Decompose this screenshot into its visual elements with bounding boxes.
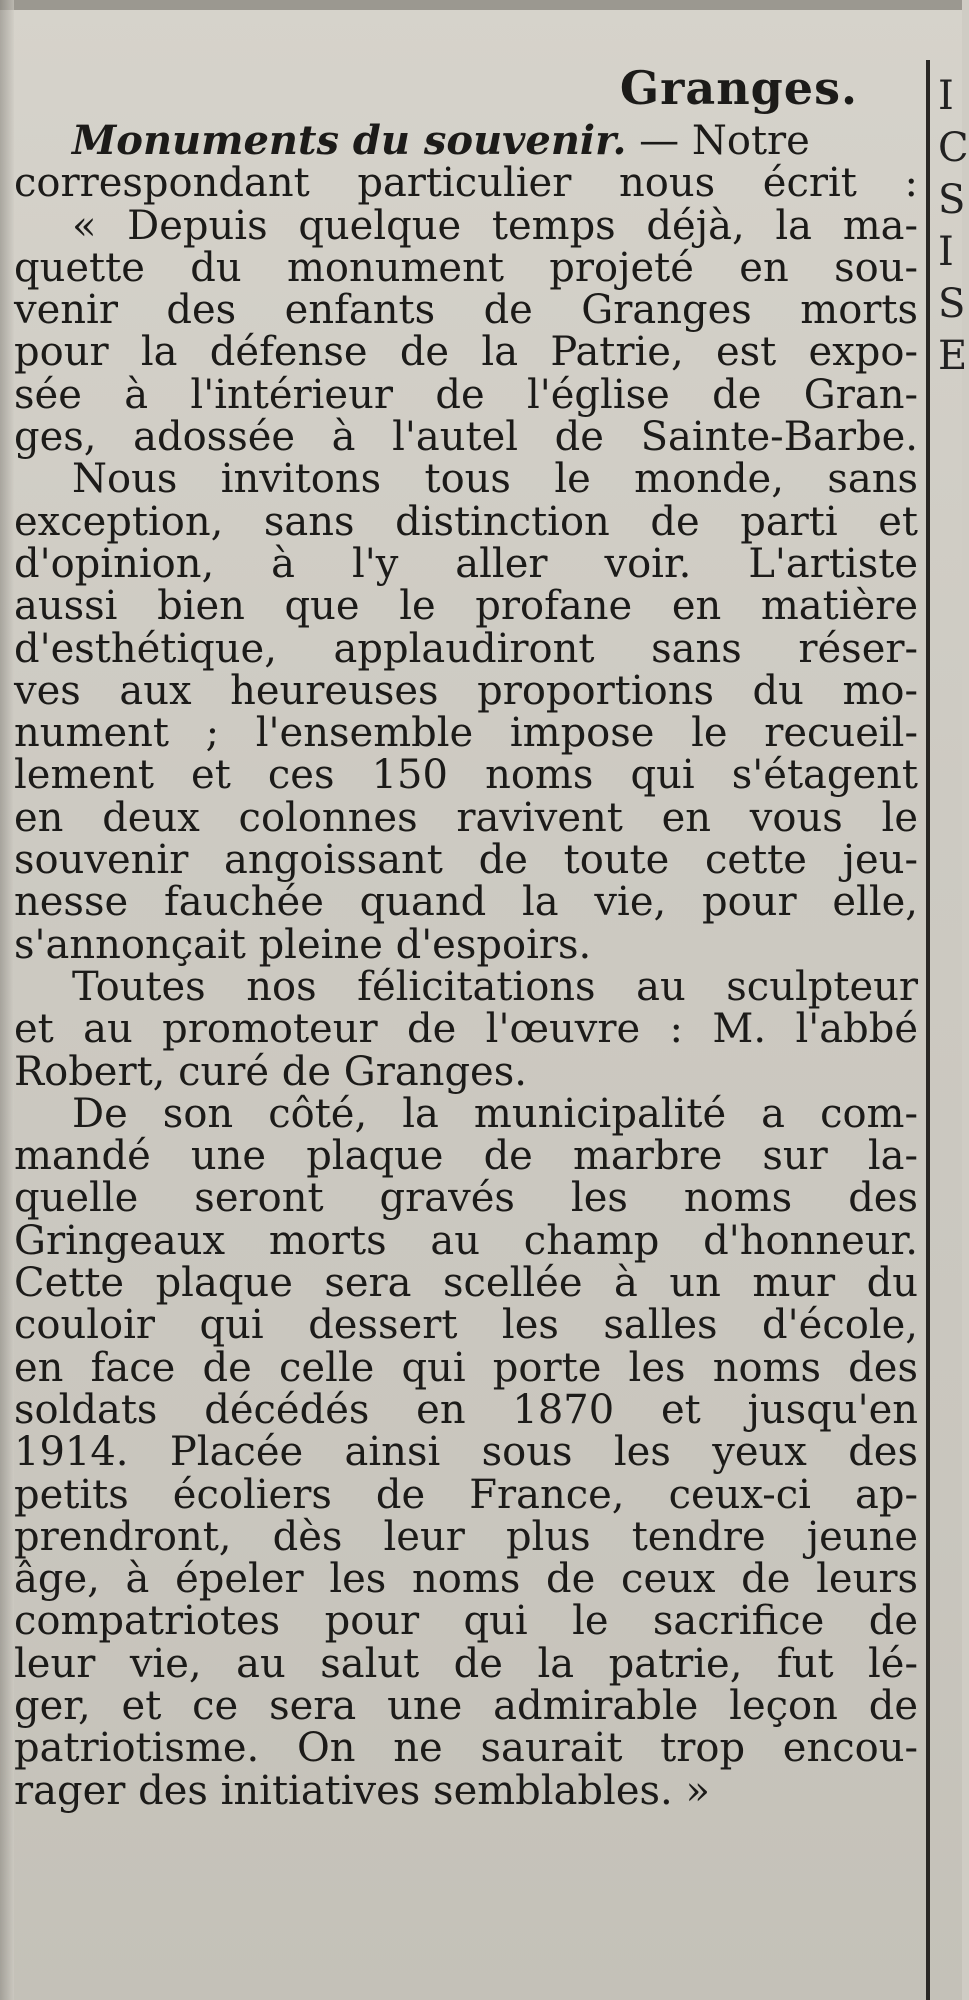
article-line: ges, adossée à l'autel de Sainte-Barbe. <box>14 414 918 461</box>
article-line: Nous invitons tous le monde, sans <box>72 456 918 503</box>
article-line: nesse fauchée quand la vie, pour elle, <box>14 879 918 926</box>
article-line: sée à l'intérieur de l'église de Gran- <box>14 371 918 418</box>
article-line: « Depuis quelque temps déjà, la ma- <box>72 202 918 249</box>
adjacent-letter: I <box>938 73 954 119</box>
article-line: De son côté, la municipalité a com- <box>72 1090 918 1137</box>
article-line: patriotisme. On ne saurait trop encou- <box>14 1725 918 1772</box>
article-line: âge, à épeler les noms de ceux de leurs <box>14 1556 918 1603</box>
article-line: nument ; l'ensemble impose le recueil- <box>14 710 918 757</box>
article-line: leur vie, au salut de la patrie, fut lé- <box>14 1640 918 1687</box>
article-line: pour la défense de la Patrie, est expo- <box>14 329 918 376</box>
article-line: soldats décédés en 1870 et jusqu'en <box>14 1386 918 1433</box>
article-line: aussi bien que le profane en matière <box>14 583 918 630</box>
article-line: Robert, curé de Granges. <box>14 1048 527 1095</box>
article-line: 1914. Placée ainsi sous les yeux des <box>14 1429 918 1476</box>
article-line: Gringeaux morts au champ d'honneur. <box>14 1217 918 1264</box>
left-paper-edge <box>0 0 14 2000</box>
article-line: quette du monument projeté en sou- <box>14 244 918 291</box>
article-line: mandé une plaque de marbre sur la- <box>14 1133 918 1180</box>
article-headline: Granges. <box>619 61 858 115</box>
adjacent-column-fragment <box>938 70 969 382</box>
article-line: petits écoliers de France, ceux-ci ap- <box>14 1471 918 1518</box>
article-line: Cette plaque sera scellée à un mur du <box>14 1260 918 1307</box>
article-line: rager des initiatives semblables. » <box>14 1767 710 1814</box>
article-line <box>14 117 918 164</box>
article-line: lement et ces 150 noms qui s'étagent <box>14 752 918 799</box>
article-line: en deux colonnes ravivent en vous le <box>14 794 918 841</box>
top-border-rule <box>0 0 962 10</box>
article-line: couloir qui dessert les salles d'école, <box>14 1302 918 1349</box>
adjacent-letter: E <box>938 333 968 379</box>
article-subhead: Monuments du souvenir. <box>72 117 627 164</box>
article-line: venir des enfants de Granges morts <box>14 287 918 334</box>
article-line: et au promoteur de l'œuvre : M. l'abbé <box>14 1006 918 1053</box>
article-line: quelle seront gravés les noms des <box>14 1175 918 1222</box>
adjacent-letter: S <box>938 281 966 327</box>
article-line: Toutes nos félicitations au sculpteur <box>72 963 918 1010</box>
article-line: souvenir angoissant de toute cette jeu- <box>14 837 918 884</box>
article <box>14 56 918 1812</box>
article-line: s'annonçait pleine d'espoirs. <box>14 921 592 968</box>
article-line-text: — Notre <box>626 118 810 164</box>
article-line: prendront, dès leur plus tendre jeune <box>14 1513 918 1560</box>
article-line: en face de celle qui porte les noms des <box>14 1344 918 1391</box>
article-line: ger, et ce sera une admirable leçon de <box>14 1682 918 1729</box>
article-line: d'opinion, à l'y aller voir. L'artiste <box>14 540 918 587</box>
article-line: compatriotes pour qui le sacrifice de <box>14 1598 918 1645</box>
article-line: exception, sans distinction de parti et <box>14 498 918 545</box>
adjacent-letter: I <box>938 229 954 275</box>
adjacent-letter: C <box>938 125 969 171</box>
article-line: ves aux heureuses proportions du mo- <box>14 667 918 714</box>
article-line: correspondant particulier nous écrit : <box>14 160 918 207</box>
article-line: d'esthétique, applaudiront sans réser- <box>14 625 918 672</box>
adjacent-letter: S <box>938 177 966 223</box>
column-divider-rule <box>926 60 930 2000</box>
